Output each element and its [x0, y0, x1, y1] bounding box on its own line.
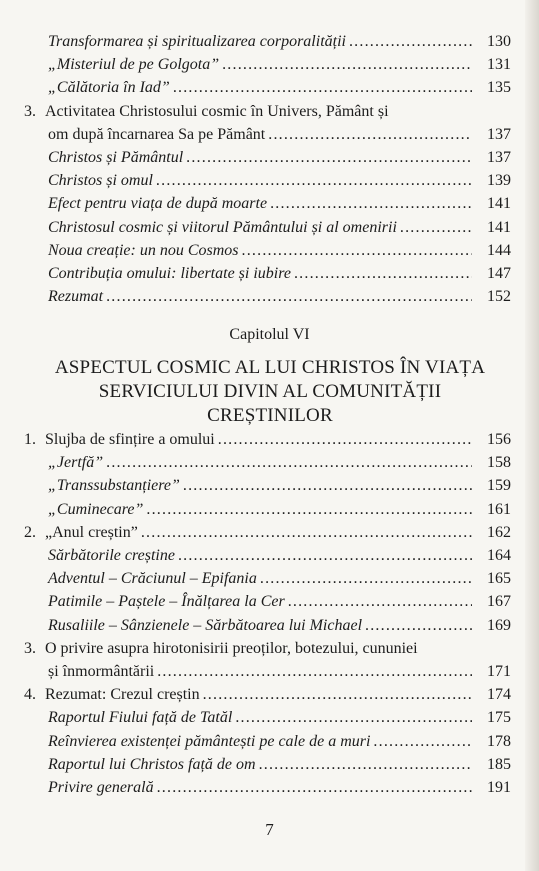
toc-entry	[0, 451, 539, 474]
toc-entry-page: 164	[487, 547, 511, 564]
dot-leader	[294, 262, 472, 285]
toc-entry	[0, 706, 539, 729]
dot-leader	[106, 451, 472, 474]
toc-entry	[0, 474, 539, 497]
dot-leader	[222, 53, 472, 76]
toc-entry-page: 152	[487, 288, 511, 306]
toc-entry-title: Noua creație: un nou Cosmos	[48, 241, 239, 259]
dot-leader	[288, 590, 472, 613]
toc-entry-title: Activitatea Christosului cosmic în Univers, Pământ și	[45, 102, 389, 120]
toc-entry-title: „Călătoria în Iad”	[48, 79, 170, 97]
dot-leader	[141, 521, 472, 544]
toc-entry-page: 130	[487, 33, 511, 50]
dot-leader	[235, 706, 472, 729]
toc-entry	[0, 262, 539, 285]
toc-entry-title: Slujba de sfințire a omului	[45, 431, 215, 448]
toc-entry-title: „Transsubstanțiere”	[48, 477, 180, 495]
toc-entry-title: O privire asupra hirotonisirii preoților, botezului, cununiei	[45, 639, 418, 657]
dot-leader	[260, 567, 472, 590]
toc-entry-title: și înmormântării	[48, 663, 155, 680]
toc-entry-page: 141	[487, 218, 511, 236]
toc-entry	[0, 637, 539, 660]
toc-entry-title: Efect pentru viața de după moarte	[48, 195, 268, 213]
page-edge-shadow	[525, 0, 539, 871]
toc-entry	[0, 216, 539, 239]
chapter-label: Capitolul VI	[229, 326, 310, 343]
dot-leader	[349, 30, 472, 53]
toc-entry	[0, 30, 539, 53]
toc-entry-page: 156	[487, 431, 511, 448]
toc-entry-page: 165	[487, 570, 511, 588]
toc-entry-page: 158	[487, 454, 511, 472]
toc-entry-title: Raportul lui Christos față de om	[48, 755, 256, 773]
toc-entry-number: 4.	[24, 686, 36, 704]
dot-leader	[218, 428, 472, 451]
toc-entry	[0, 614, 539, 637]
toc-entry-number: 2.	[24, 523, 36, 541]
toc-entry-page: 135	[487, 79, 511, 97]
toc-entry-page: 141	[487, 195, 511, 213]
toc-entry-title: „Misteriul de pe Golgota”	[48, 56, 220, 74]
toc-entry-title: Christos și omul	[48, 172, 153, 190]
toc-entry-page: 139	[487, 172, 511, 190]
toc-entry-page: 167	[487, 593, 511, 611]
toc-entry	[0, 285, 539, 308]
toc-entry-page: 169	[487, 616, 511, 634]
toc-entry	[0, 76, 539, 99]
dot-leader	[259, 753, 472, 776]
toc-entry-page: 185	[487, 755, 511, 773]
dot-leader	[157, 776, 472, 799]
toc-entry-title: Reînvierea existenței pământești pe cale de a muri	[48, 732, 371, 750]
dot-leader	[242, 239, 472, 262]
toc-entry-page: 174	[487, 686, 511, 704]
toc-entry-page: 137	[487, 149, 511, 166]
toc-entry-page: 144	[487, 241, 511, 259]
toc-entry-page: 178	[487, 732, 511, 750]
toc-entry	[0, 567, 539, 590]
toc-entry	[0, 498, 539, 521]
toc-entry-title: Rezumat: Crezul creștin	[45, 686, 200, 704]
toc-entry-number: 1.	[24, 431, 36, 448]
toc-entry-page: 161	[487, 500, 511, 518]
toc-entry	[0, 590, 539, 613]
toc-entry	[0, 192, 539, 215]
toc-entry	[0, 730, 539, 753]
toc-entry-title: Raportul Fiului față de Tatăl	[48, 709, 233, 727]
toc-entry-page: 162	[487, 523, 511, 541]
toc-entry-page: 131	[487, 56, 511, 74]
toc-entry-title: „Jertfă”	[48, 454, 104, 472]
toc-entry-page: 147	[487, 265, 511, 282]
dot-leader	[268, 123, 472, 146]
toc-entry-title: Rusaliile – Sânzienele – Sărbătoarea lui Michael	[48, 616, 363, 634]
dot-leader	[156, 169, 472, 192]
toc-entry	[0, 753, 539, 776]
dot-leader	[203, 683, 472, 706]
dot-leader	[183, 474, 472, 497]
toc-entry-title: Contribuția omului: libertate și iubire	[48, 265, 291, 282]
toc-entry-title: Christosul cosmic și viitorul Pământului și al omenirii	[48, 218, 397, 236]
chapter-heading-line: ASPECTUL COSMIC AL LUI CHRISTOS ÎN VIAȚA	[54, 357, 486, 378]
toc-entry	[0, 776, 539, 799]
toc-entry-number: 3.	[24, 639, 36, 657]
toc-entry-number: 3.	[24, 102, 36, 120]
toc-entry-title: Transformarea și spiritualizarea corporalității	[48, 33, 346, 50]
dot-leader	[173, 76, 472, 99]
toc-entry-title: Patimile – Paștele – Înălțarea la Cer	[48, 593, 285, 611]
toc-entry-title: Rezumat	[48, 288, 104, 306]
chapter-heading-line: SERVICIULUI DIVIN AL COMUNITĂȚII	[98, 381, 442, 402]
toc-entry	[0, 239, 539, 262]
toc-entry	[0, 123, 539, 146]
toc-entry-title: Privire generală	[48, 779, 154, 796]
dot-leader	[146, 498, 472, 521]
toc-entry-page: 171	[487, 663, 511, 680]
dot-leader	[270, 192, 472, 215]
toc-entry	[0, 146, 539, 169]
toc-entry-title: „Cuminecare”	[48, 500, 144, 518]
toc-entry	[0, 683, 539, 706]
chapter-heading-line: CREȘTINILOR	[207, 405, 333, 426]
toc-entry	[0, 660, 539, 683]
toc-entry-title: om după încarnarea Sa pe Pământ	[48, 125, 266, 143]
toc-entry	[0, 169, 539, 192]
toc-entry	[0, 544, 539, 567]
toc-entry-title: Adventul – Crăciunul – Epifania	[48, 570, 257, 588]
toc-entry	[0, 53, 539, 76]
page-number: 7	[265, 820, 274, 839]
dot-leader	[373, 730, 472, 753]
toc-entry-page: 191	[487, 779, 511, 796]
toc-entry	[0, 100, 539, 123]
toc-entry	[0, 521, 539, 544]
toc-entry-page: 175	[487, 709, 511, 727]
toc-entry-page: 159	[487, 477, 511, 495]
dot-leader	[178, 544, 472, 567]
dot-leader	[106, 285, 472, 308]
toc-entry-page: 137	[487, 125, 511, 143]
toc-entry-title: „Anul creștin”	[45, 523, 138, 541]
dot-leader	[400, 216, 472, 239]
toc-entry-title: Sărbătorile creștine	[48, 547, 175, 564]
toc-entry	[0, 428, 539, 451]
dot-leader	[157, 660, 472, 683]
dot-leader	[365, 614, 472, 637]
dot-leader	[186, 146, 472, 169]
toc-entry-title: Christos și Pământul	[48, 149, 184, 166]
